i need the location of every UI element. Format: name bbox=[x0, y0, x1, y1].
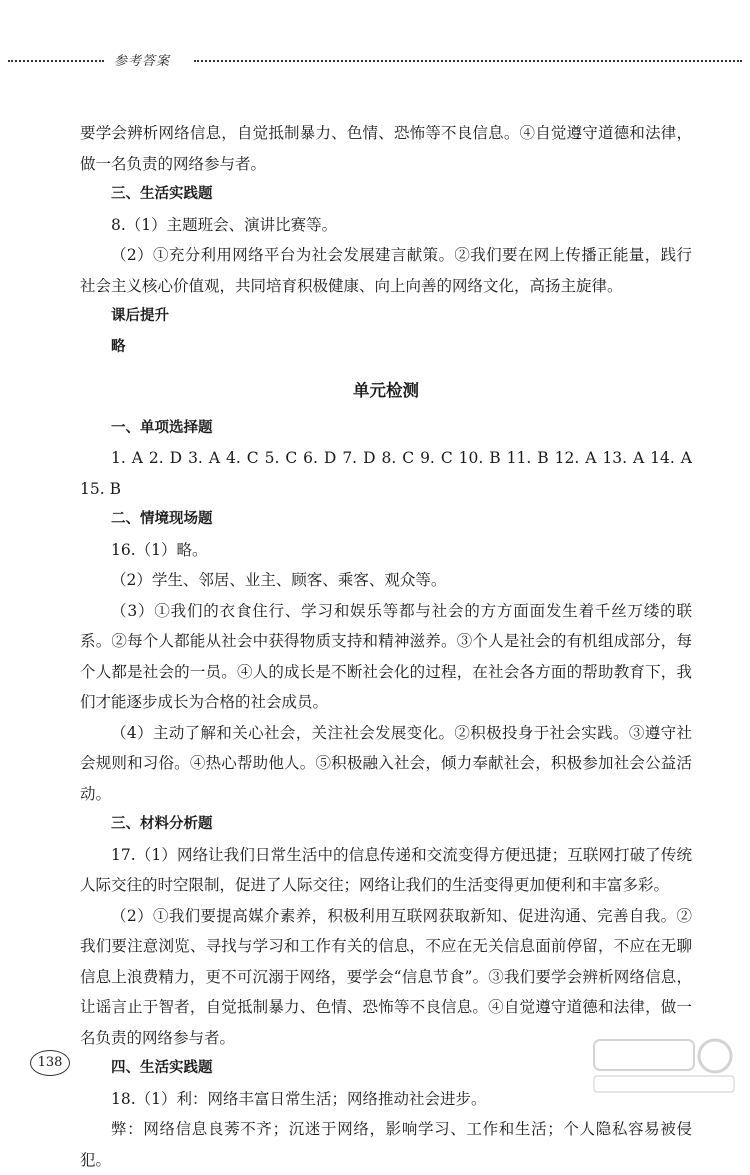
answer-item: 17.（1）网络让我们日常生活中的信息传递和交流变得方便迅捷；互联网打破了传统人际交往的时空限制，促进了人际交往；网络让我们的生活变得更加便利和丰富多彩。 bbox=[80, 845, 692, 894]
answer-item: （2）学生、邻居、业主、顾客、乘客、观众等。 bbox=[111, 571, 447, 589]
section-heading: 三、生活实践题 bbox=[111, 186, 213, 202]
watermark-logo bbox=[590, 1036, 740, 1096]
section-heading: 一、单项选择题 bbox=[111, 419, 213, 436]
watermark-icon bbox=[590, 1036, 740, 1096]
header-rule-left bbox=[8, 60, 104, 62]
paragraph: 要学会辨析网络信息，自觉抵制暴力、色情、恐怖等不良信息。④自觉遵守道德和法律，做一名负责的网络参与者。 bbox=[80, 124, 692, 173]
header-title: 参考答案 bbox=[114, 54, 171, 69]
answer-item: 弊：网络信息良莠不齐；沉迷于网络，影响学习、工作和生活；个人隐私容易被侵犯。 bbox=[80, 1120, 692, 1169]
answer-item: 16.（1）略。 bbox=[111, 540, 208, 559]
answer-item: 1. A 2. D 3. A 4. C 5. C 6. D 7. D 8. C 9. C 10. B 11. B 12. A 13. A 14. A 15. B bbox=[80, 449, 692, 498]
header-rule-right bbox=[194, 60, 742, 62]
unit-title: 单元检测 bbox=[353, 381, 419, 400]
answer-item: 18.（1）利：网络丰富日常生活；网络推动社会进步。 bbox=[111, 1089, 487, 1108]
answer-item: （2）①我们要提高媒介素养，积极利用互联网获取新知、促进沟通、完善自我。②我们要注意浏览、寻找与学习和工作有关的信息，不应在无关信息面前停留，不应在无聊信息上浪费精力，更不可沉溺于网络，要学会“信息节食”。③我们要学会辨析网络信息，让谣言止于智者，自觉抵制暴力、色情、恐怖等不良信息。④自觉遵守道德和法律，做一名负责的网络参与者。 bbox=[80, 906, 692, 1047]
page-number: 138 bbox=[30, 1050, 70, 1076]
section-heading: 三、材料分析题 bbox=[111, 816, 213, 832]
answer-item: （3）①我们的衣食住行、学习和娱乐等都与社会的方方面面发生着千丝万缕的联系。②每个人都能从社会中获得物质支持和精神滋养。③个人是社会的有机组成部分，每个人都是社会的一员。④人的成长是不断社会化的过程，在社会各方面的帮助教育下，我们才能逐步成长为合格的社会成员。 bbox=[80, 601, 692, 711]
answer-item: 略 bbox=[111, 338, 126, 355]
section-heading: 课后提升 bbox=[111, 308, 169, 324]
page-header bbox=[8, 50, 742, 70]
section-heading: 二、情境现场题 bbox=[111, 511, 213, 527]
section-heading: 四、生活实践题 bbox=[111, 1060, 213, 1076]
answer-item: （4）主动了解和关心社会，关注社会发展变化。②积极投身于社会实践。③遵守社会规则和习俗。④热心帮助他人。⑤积极融入社会，倾力奉献社会，积极参加社会公益活动。 bbox=[80, 723, 692, 803]
answer-content bbox=[80, 118, 692, 1175]
answer-item: （2）①充分利用网络平台为社会发展建言献策。②我们要在网上传播正能量，践行社会主义核心价值观，共同培育积极健康、向上向善的网络文化，高扬主旋律。 bbox=[80, 246, 692, 295]
answer-item: 8.（1）主题班会、演讲比赛等。 bbox=[111, 215, 338, 234]
